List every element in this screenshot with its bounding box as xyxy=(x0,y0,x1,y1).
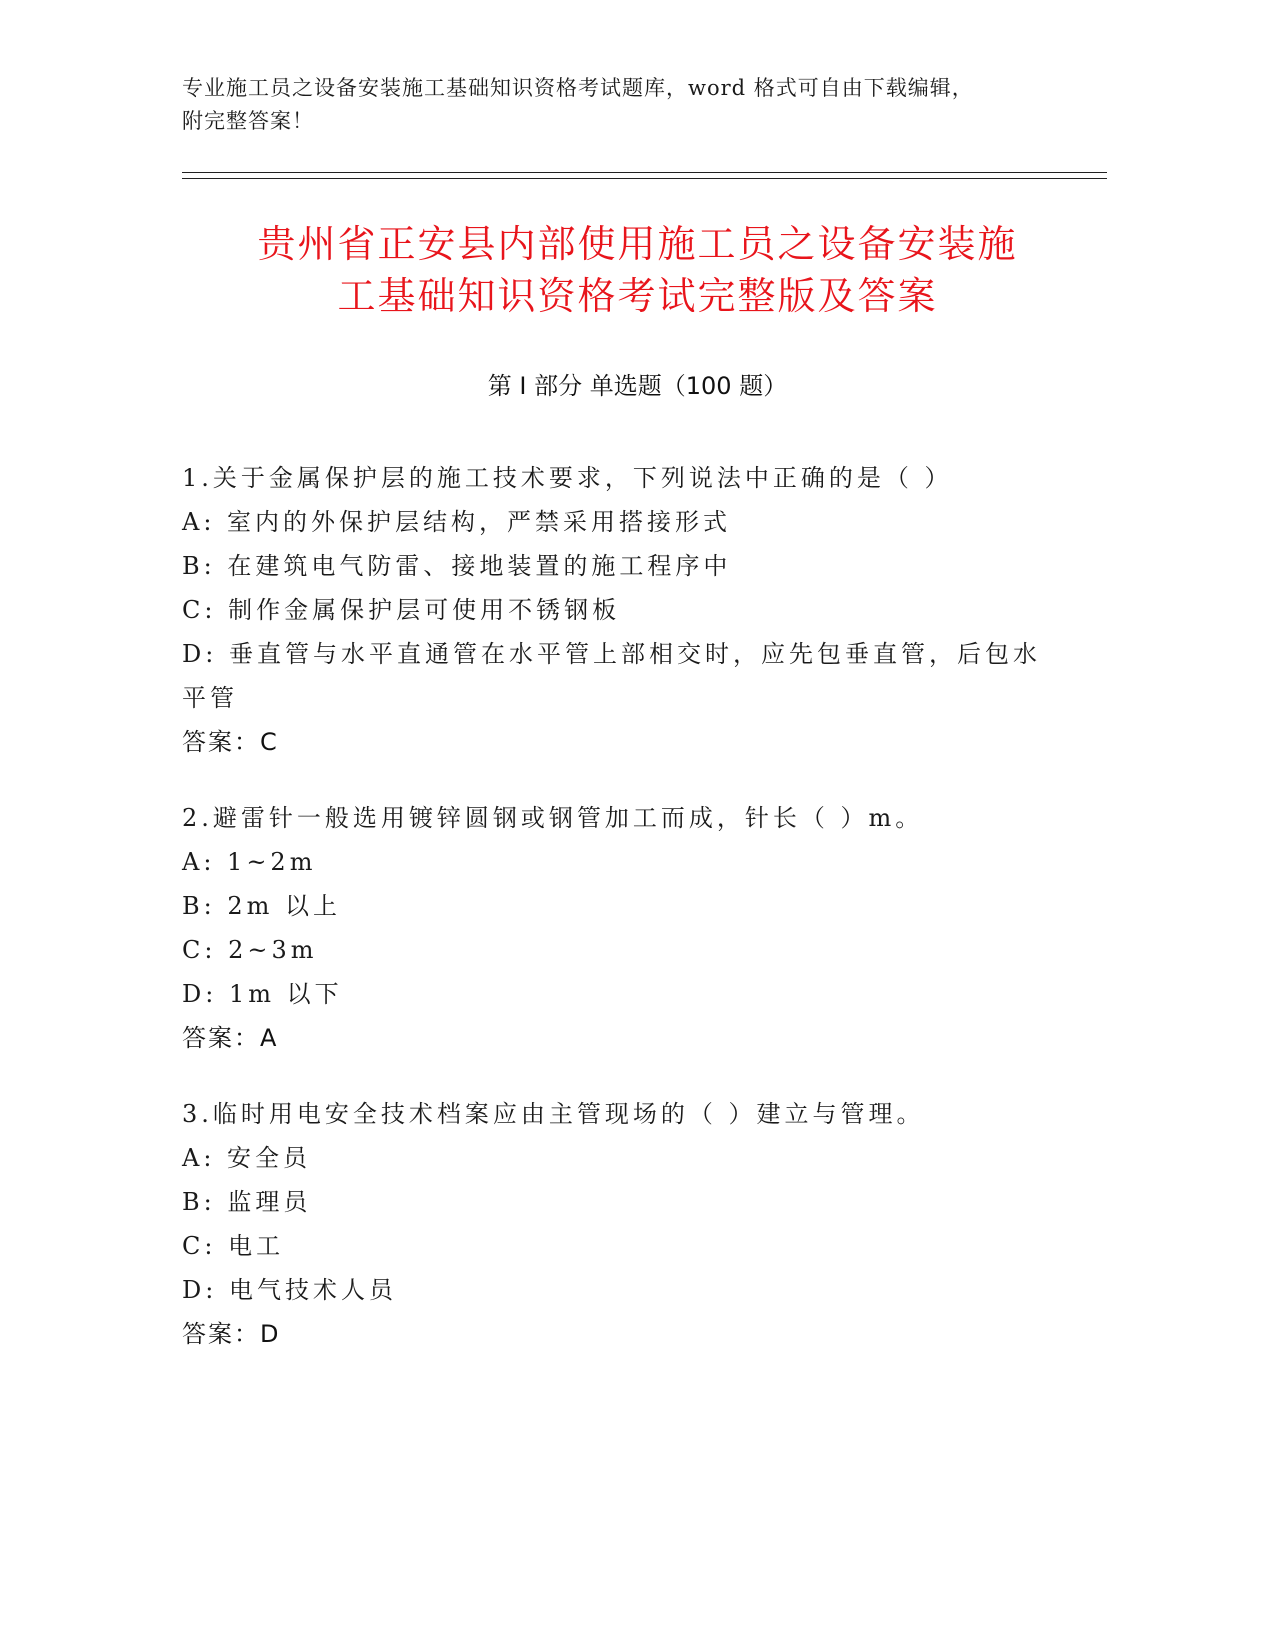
intro-line-1: 专业施工员之设备安装施工基础知识资格考试题库，word 格式可自由下载编辑， xyxy=(182,76,974,100)
option-a: A: 1~2m xyxy=(182,848,317,876)
section-title: 第 I 部分 单选题（100 题） xyxy=(487,372,788,400)
title-line-2: 工基础知识资格考试完整版及答案 xyxy=(337,274,938,318)
answer: 答案：A xyxy=(182,1024,279,1052)
question-list xyxy=(182,456,1062,1388)
option-d: D: 垂直管与水平直通管在水平管上部相交时，应先包垂直管，后包水平管 xyxy=(182,640,1041,712)
question-2 xyxy=(182,796,1062,1060)
question-stem: 1.关于金属保护层的施工技术要求，下列说法中正确的是（ ） xyxy=(182,464,953,492)
question-1 xyxy=(182,456,1062,764)
question-3 xyxy=(182,1092,1062,1356)
option-c: C: 制作金属保护层可使用不锈钢板 xyxy=(182,596,621,624)
option-c: C: 电工 xyxy=(182,1232,285,1260)
header-divider-bottom xyxy=(182,178,1107,179)
title-line-1: 贵州省正安县内部使用施工员之设备安装施 xyxy=(257,222,1018,266)
option-c: C: 2~3m xyxy=(182,936,318,964)
option-b: B: 在建筑电气防雷、接地装置的施工程序中 xyxy=(182,552,732,580)
document-intro xyxy=(182,72,1082,138)
answer: 答案：D xyxy=(182,1320,281,1348)
intro-line-2: 附完整答案！ xyxy=(182,109,314,133)
option-d: D: 1m 以下 xyxy=(182,980,343,1008)
question-stem: 2.避雷针一般选用镀锌圆钢或钢管加工而成，针长（ ）m。 xyxy=(182,804,924,832)
question-stem: 3.临时用电安全技术档案应由主管现场的（ ）建立与管理。 xyxy=(182,1100,925,1128)
document-title xyxy=(140,218,1135,322)
answer: 答案：C xyxy=(182,728,279,756)
option-b: B: 2m 以上 xyxy=(182,892,342,920)
option-a: A: 安全员 xyxy=(182,1144,312,1172)
option-b: B: 监理员 xyxy=(182,1188,312,1216)
header-divider-top xyxy=(182,172,1107,173)
option-d: D: 电气技术人员 xyxy=(182,1276,397,1304)
option-a: A: 室内的外保护层结构，严禁采用搭接形式 xyxy=(182,508,732,536)
